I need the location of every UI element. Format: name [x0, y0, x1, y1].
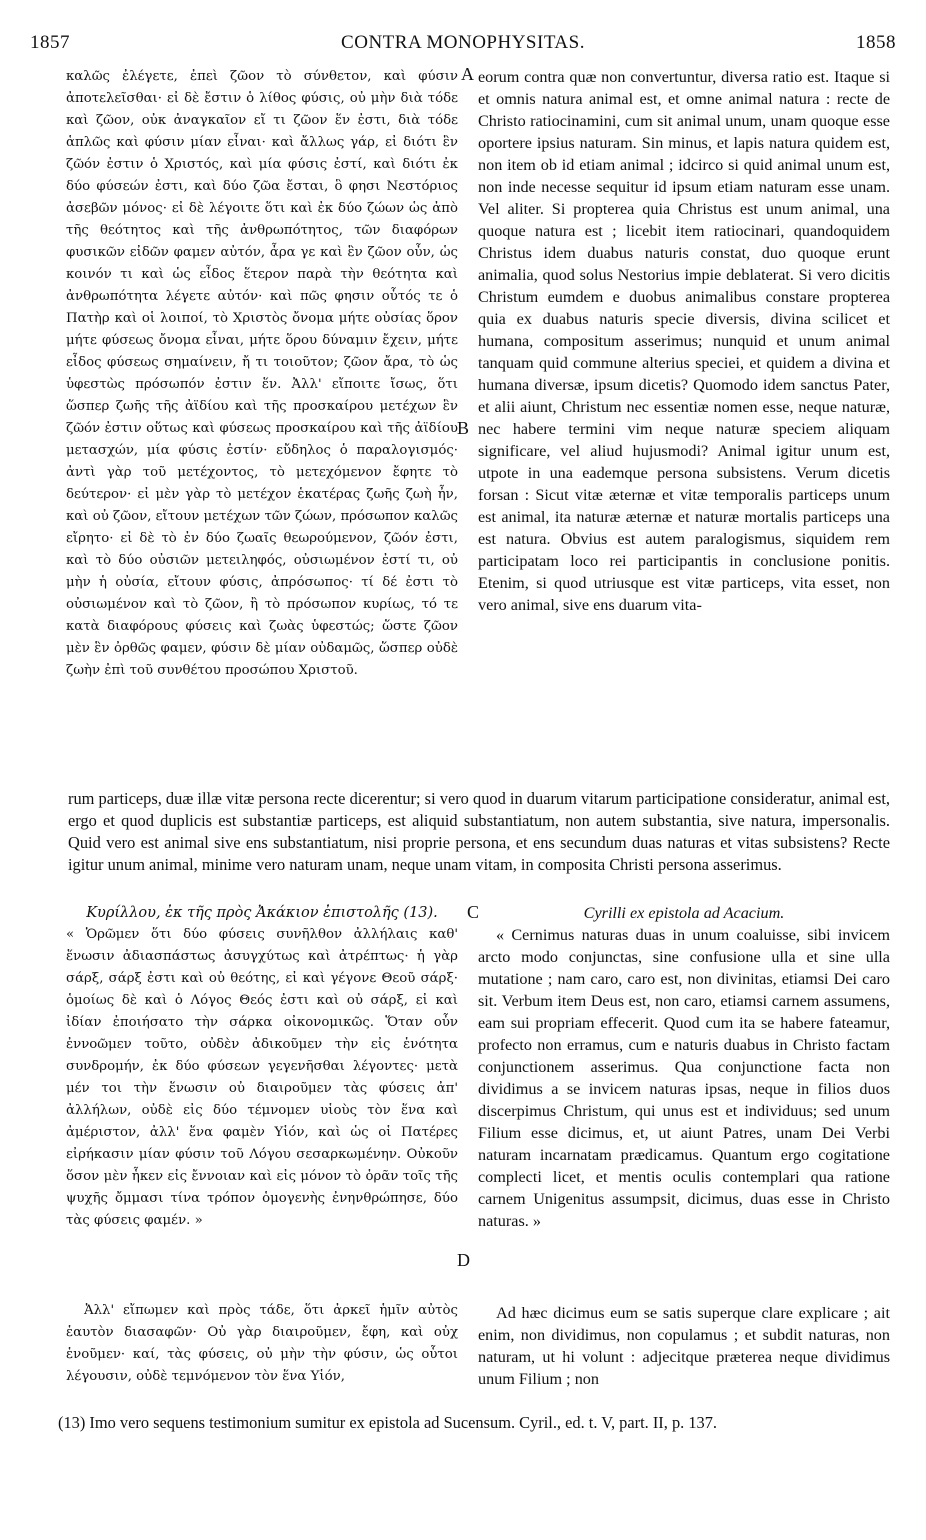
margin-marker-c: C: [467, 902, 480, 922]
latin-paragraph-top: eorum contra quæ non convertuntur, diversa ratio est. Itaque si et omnis natura animal est, et omne animal natura : recte de Christo ratiocinamini, cum sit animal unum, unam quoque esse oportere ipsius naturam. Sin minus, et lapis natura quidem est, non item ob id etiam animal ; idcirco si quid animal unum est, non inde necesse sequitur id ipsum etiam naturam esse unam. Vel aliter. Si propterea quia Christus est unum animal, una quoque natura est ; licebit item ratiocinari, quandoquidem Christus idem duabus naturis constat, duo quoque erunt animalia, quod solus Nestorius impie deblaterat. Si vero dicitis Christum eumdem e duobus animalibus constare propterea quia ex duabus naturis specie diversis, divina scilicet et humana, compositum asserimus; nunquid et unum animal tanquam quid commune alterius speciei, et quidem a divina et humana diversæ, ipsum dicetis? Quomodo idem sanctus Pater, et alii aiunt, Christum nec essentiæ nomen esse, neque naturæ, nec habere termini vim neque naturæ speciem aliquam significare, vel aliud hujusmodi? Animal igitur unum est, utpote in una eademque persona subsistens. Verum dicetis forsan : Sicut vitæ æternæ et vitæ temporalis particeps unum est animal, ita naturæ æternæ et naturæ mortalis particeps una est natura. Obvius est autem paralogismus, siquidem rem participatam loco rei participantis in conclusione ponitis. Etenim, si quod utriusque est vitæ particeps, vita esset, non vero animal, sive ens duarum vita-: [478, 68, 890, 614]
latin-paragraph-bottom: Ad hæc dicimus eum se satis superque clare explicare ; ait enim, non dividimus, non copulamus ; et subdit naturas, non naturam, ut hi volunt : adjecitque præterea neque dividimus unum Filium ; non: [478, 1304, 890, 1388]
greek-paragraph-top: καλῶς ἐλέγετε, ἐπεὶ ζῶον τὸ σύνθετον, καὶ φύσιν ἀποτελεῖσθαι· εἰ δὲ ἔστιν ὁ λίθος φύσις, οὐ μὴν διὰ τόδε καὶ ζῶον, οὐκ ἀναγκαῖον εἴ τι ζῶον ἕν ἐστι, διὰ τόδε ἁπλῶς καὶ φύσιν μίαν εἶναι· καὶ ἄλλως γάρ, εἰ διότι ἓν ζῶόν ἐστιν ὁ Χριστός, καὶ μία φύσις ἐστί, καὶ διότι ἐκ δύο φύσεών ἐστι, καὶ δύο ζῶα ἔσται, ὃ φησι Νεστόριος ἀσεβῶν μόνος· εἰ δὲ λέγοιτε ὅτι καὶ ἐκ δύο ζώων ὡς ἀπὸ τῆς θεότητος καὶ τῆς ἀνθρωπότητος, τῶν διαφόρων φυσικῶν εἰδῶν φαμεν αὐτόν, ἆρα γε καὶ ἓν ζῶον οὖν, ὡς κοινόν τι καὶ ὡς εἶδος ἕτερον παρὰ τὴν θεότητα καὶ ἀνθρωπότητα λέγετε αὐτόν· καὶ πῶς φησιν οὗτός τε ὁ Πατὴρ καὶ οἱ λοιποί, τὸ Χριστὸς ὄνομα μήτε οὐσίας ὅρον μήτε φύσεως ὄνομα εἶναι, μήτε ὅρου δύναμιν ἔχειν, μήτε εἶδος φύσεως σημαίνειν, ἤ τι τοιοῦτον; ζῶον ἄρα, τὸ ὡς ὑφεστὼς πρόσωπόν ἐστιν ἕν. Ἀλλ' εἴποιτε ἴσως, ὅτι ὥσπερ ζωῆς τῆς ἀϊδίου καὶ τῆς προσκαίρου μετέχων ἓν ζῶόν ἐστιν οὕτως καὶ φύσεως προσκαίρου καὶ τῆς ἀϊδίου μετασχών, μία φύσις ἐστίν· εὔδηλος ὁ παραλογισμός· ἀντὶ γὰρ τοῦ μετέχοντος, τὸ μετεχόμενον ἔφητε τὸ δεύτερον· εἰ μὲν γὰρ τὸ μετέχον ἑκατέρας ζωῆς ζωὴ ἦν, καὶ οὐ ζῶον, εἴτουν μετέχων τῶν ζώων, πρόσωπον καλῶς εἴρητο· εἰ δὲ τὸ ἐν δύο ζωαῖς θεωρούμενον, ζῶόν ἐστι, καὶ τὸ δύο οὐσιῶν μετειληφός, οὐσιωμένον ἐστί τι, οὐ μὴν ἡ οὐσία, εἴτουν φύσις, ἀπρόσωπος· τί δέ ἐστι τὸ οὐσιωμένον καὶ τὸ ζῶον, ἢ τὸ πρόσωπον κυρίως, τό τε κατὰ διαφόρους φύσεις καὶ ζωὰς ὑφεστώς; ὥστε ζῶον μὲν ἓν ὀρθῶς φαμεν, φύσιν δὲ μίαν οὐδαμῶς, ὥσπερ οὐδὲ ζωὴν ἐπὶ τοῦ συνθέτου προσώπου Χριστοῦ.: [66, 69, 458, 678]
greek-section-title: Κυρίλλου, ἐκ τῆς πρὸς Ἀκάκιον ἐπιστολῆς (13).: [86, 905, 438, 921]
running-title: CONTRA MONOPHYSITAS.: [341, 32, 585, 53]
page-number-right: 1858: [856, 32, 896, 53]
latin-column-quote: [478, 902, 890, 1286]
running-header: [30, 32, 896, 58]
margin-marker-a: A: [461, 64, 474, 84]
margin-marker-b: B: [457, 418, 470, 438]
latin-quote-paragraph: « Cernimus naturas duas in unum coaluisse, sibi invicem arcto modo conjunctas, sine confusione ulla et sine ulla mutatione ; nam caro, caro est, non divinitas, etiamsi Dei caro sit. Verbum item Deus est, non caro, etiamsi carnem assumens, eam sui propriam effecerit. Quod cum ita se habere fateamur, profecto non erramus, cum e naturis duabus in Christo factam conjunctionem asserimus. Qua conjunctione facta non dividimus a se invicem naturas ipsas, neque in filios duos discerpimus Christum, qui unus est et individuus; sed unum Filium esse dicimus, et, ut aiunt Patres, unam Dei Verbi naturam incarnatam prædicamus. Quantum ergo cogitatione complecti licet, et mentis oculis contemplari qua ratione carnem Unigenitus assumpsit, dicimus, duas esse in Christo naturas. »: [478, 926, 890, 1230]
greek-column-top: [66, 66, 458, 790]
latin-paragraph-full: rum particeps, duæ illæ vitæ persona recte dicerentur; si vero quod in duarum vitarum participatione consideratur, animal est, ergo et quod duplicis est substantiæ particeps, est aliquid substantiatum, non autem substantia, sive natura, impersonalis. Quid vero est animal sive ens substantiatum, nisi proprie persona, et ens secundum duas naturas et vitas subsistens? Recte igitur unum animal, minime vero naturam unam, neque unam vitam, in composita Christi persona asserimus.: [68, 789, 890, 874]
greek-quote-paragraph: « Ὁρῶμεν ὅτι δύο φύσεις συνῆλθον ἀλλήλαις καθ' ἕνωσιν ἀδιασπάστως ἀσυγχύτως καὶ ἀτρέπτως· ἡ γὰρ σάρξ, σάρξ ἐστι καὶ οὐ θεότης, εἰ καὶ γέγονε Θεοῦ σάρξ· ὁμοίως δὲ καὶ ὁ Λόγος Θεός ἐστι καὶ οὐ σάρξ, εἰ καὶ ἰδίαν ἐποιήσατο τὴν σάρκα οἰκονομικῶς. Ὅταν οὖν ἐννοῶμεν τοῦτο, οὐδὲν ἀδικοῦμεν τὴν εἰς ἑνότητα συνδρομήν, ἐκ δύο φύσεων γεγενῆσθαι λέγοντες· μετὰ μέν τοι τὴν ἕνωσιν οὐ διαιροῦμεν τὰς φύσεις ἀπ' ἀλλήλων, οὐδὲ εἰς δύο τέμνομεν υἱοὺς τὸν ἕνα καὶ ἀμέριστον, ἀλλ' ἕνα φαμὲν Υἱόν, καὶ ὡς οἱ Πατέρες εἰρήκασιν μίαν φύσιν τοῦ Λόγου σεσαρκωμένην. Οὐκοῦν ὅσον μὲν ἧκεν εἰς ἔννοιαν καὶ εἰς μόνον τὸ ὁρᾶν τοῖς τῆς ψυχῆς ὄμμασι τίνα τρόπον ὁμογενὴς ἐνηνθρώπησε, δύο τὰς φύσεις φαμέν. »: [66, 927, 458, 1228]
greek-column-quote: [66, 902, 458, 1238]
latin-section-title: Cyrilli ex epistola ad Acacium.: [583, 904, 785, 922]
latin-column-bottom: [478, 1302, 890, 1392]
margin-marker-d: D: [457, 1250, 470, 1270]
latin-full-width-block: [68, 788, 890, 900]
greek-paragraph-bottom: Ἀλλ' εἴπωμεν καὶ πρὸς τάδε, ὅτι ἀρκεῖ ἡμῖν αὐτὸς ἑαυτὸν διασαφῶν· Οὐ γὰρ διαιροῦμεν, ἔφη, καὶ οὐχ ἑνοῦμεν· καί, τὰς φύσεις, οὐ μὴν τὴν φύσιν, ὡς οὗτοι λέγουσιν, οὐδὲ τεμνόμενον τὸν ἕνα Υἱόν,: [66, 1303, 458, 1384]
footnote: [44, 1412, 892, 1462]
footnote-text: (13) Imo vero sequens testimonium sumitur ex epistola ad Sucensum. Cyril., ed. t. V, part. II, p. 137.: [58, 1413, 718, 1432]
latin-column-top: [478, 66, 890, 790]
greek-column-bottom: [66, 1300, 458, 1390]
page-number-left: 1857: [30, 32, 70, 53]
